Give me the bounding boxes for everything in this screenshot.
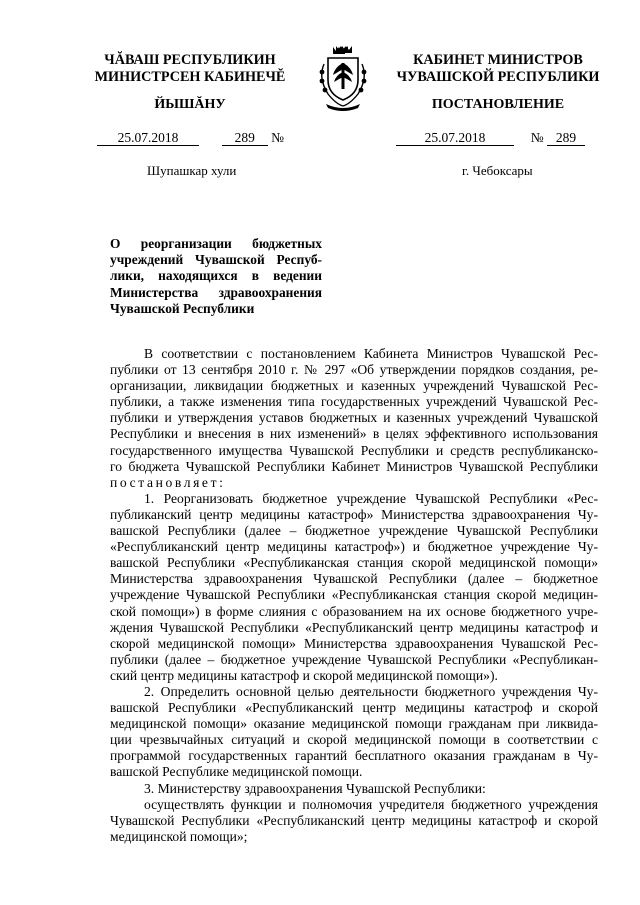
reg-left-number-sign: № — [271, 130, 285, 145]
body-line: публики и утверждения уставов бюджетных и казенных учреждений Чувашской — [110, 410, 598, 426]
body-line: «Республиканский центр медицины катастроф») и бюджетное учреждение Чу- — [110, 539, 598, 555]
body-line: Министерства здравоохранения Чувашской Республики (далее – бюджетное — [110, 571, 598, 587]
body-line: скорой медицинской помощи» Министерства здравоохранения Чувашской Рес- — [110, 635, 598, 651]
document-subject — [110, 236, 322, 317]
header-right-line1: КАБИНЕТ МИНИСТРОВ — [413, 52, 583, 68]
header-left-org — [90, 52, 290, 86]
header-right-line2: ЧУВАШСКОЙ РЕСПУБЛИКИ — [396, 69, 600, 85]
reg-right-number-sign: № — [530, 130, 544, 145]
subject-line: учреждений Чувашской Респуб- — [110, 252, 322, 268]
header-right-org — [388, 52, 608, 86]
header-left-line2: МИНИСТРСЕН КАБИНЕЧĔ — [94, 69, 286, 85]
place-right: г. Чебоксары — [462, 163, 533, 178]
reg-right-number: 289 — [547, 130, 585, 146]
header-left-doc-type: ЙЫШĂНУ — [154, 97, 226, 112]
subject-line: Чувашской Республики — [110, 300, 255, 316]
subject-line: О реорганизации бюджетных — [110, 236, 322, 251]
body-line: учреждение Чувашской Республики «Республиканская станция скорой медицин- — [110, 587, 598, 603]
body-line: вашской Республики «Республиканский центр медицины катастроф и скорой — [110, 700, 598, 716]
registration-right — [396, 130, 585, 146]
body-line: 1. Реорганизовать бюджетное учреждение Чувашской Республики «Рес- — [144, 490, 598, 506]
body-line: публики, а также изменения типа государственных учреждений Чувашской Рес- — [110, 394, 598, 410]
body-line: ской помощи») в форме слияния с образованием на их основе бюджетного учре- — [110, 603, 598, 619]
body-line: организации, ликвидации бюджетных и казенных учреждений Чувашской Рес- — [110, 378, 598, 394]
subject-line: Министерства здравоохранения — [110, 284, 322, 300]
body-line: публики от 13 сентября 2010 г. № 297 «Об утверждении порядков создания, ре- — [110, 362, 598, 378]
body-line: В соответствии с постановлением Кабинета Министров Чувашской Рес- — [144, 346, 598, 361]
body-line: го бюджета Чувашской Республики Кабинет Министров Чувашской Республики — [110, 458, 598, 474]
header-left-line1: ЧĂВАШ РЕСПУБЛИКИН — [104, 52, 276, 68]
body-line: вашской Республики (далее – бюджетное учреждение Чувашской Республики — [110, 523, 598, 539]
body-line: ждения Чувашской Республики «Республиканский центр медицины катастроф и — [110, 619, 598, 635]
body-line: 3. Министерству здравоохранения Чувашской Республики: — [144, 780, 486, 796]
body-line: 2. Определить основной целью деятельности бюджетного учреждения Чу- — [144, 683, 598, 699]
body-line: осуществлять функции и полномочия учредителя бюджетного учреждения — [144, 796, 598, 812]
document-body — [110, 346, 598, 845]
body-line: вашской Республике медицинской помощи. — [110, 764, 363, 780]
body-line: программой государственных гарантий бесплатного оказания гражданам в Чу- — [110, 748, 598, 764]
body-line: ский центр медицины катастроф и скорой медицинской помощи»). — [110, 667, 498, 683]
header-right-doc-type: ПОСТАНОВЛЕНИЕ — [431, 97, 565, 112]
chuvash-emblem-icon — [316, 44, 370, 114]
subject-line: лики, находящихся в ведении — [110, 268, 322, 284]
reg-left-number: 289 — [222, 130, 268, 146]
body-line: государственного имущества Чувашской Республики и средств республиканско- — [110, 442, 598, 458]
reg-right-date: 25.07.2018 — [396, 130, 514, 146]
body-line: публики (далее – бюджетное учреждение Чувашской Республики «Республикан- — [110, 651, 598, 667]
body-line: медицинской помощи» оказание медицинской помощи гражданам при ликвида- — [110, 716, 598, 732]
registration-left — [97, 130, 284, 146]
reg-left-date: 25.07.2018 — [97, 130, 199, 146]
place-left: Шупашкар хули — [147, 163, 237, 178]
body-line: вашской Республики «Республиканская станция скорой медицинской помощи» — [110, 555, 598, 571]
body-line-decree-word: постановляет: — [110, 474, 226, 490]
body-line: Республики и внесения в них изменений» в целях эффективного использования — [110, 426, 598, 442]
body-line: ции чрезвычайных ситуаций и скорой медицинской помощи в соответствии с — [110, 732, 598, 748]
body-line: публиканский центр медицины катастроф» Министерства здравоохранения Чу- — [110, 506, 598, 522]
body-line: медицинской помощи»; — [110, 828, 248, 844]
body-line: Чувашской Республики «Республиканский центр медицины катастроф и скорой — [110, 812, 598, 828]
